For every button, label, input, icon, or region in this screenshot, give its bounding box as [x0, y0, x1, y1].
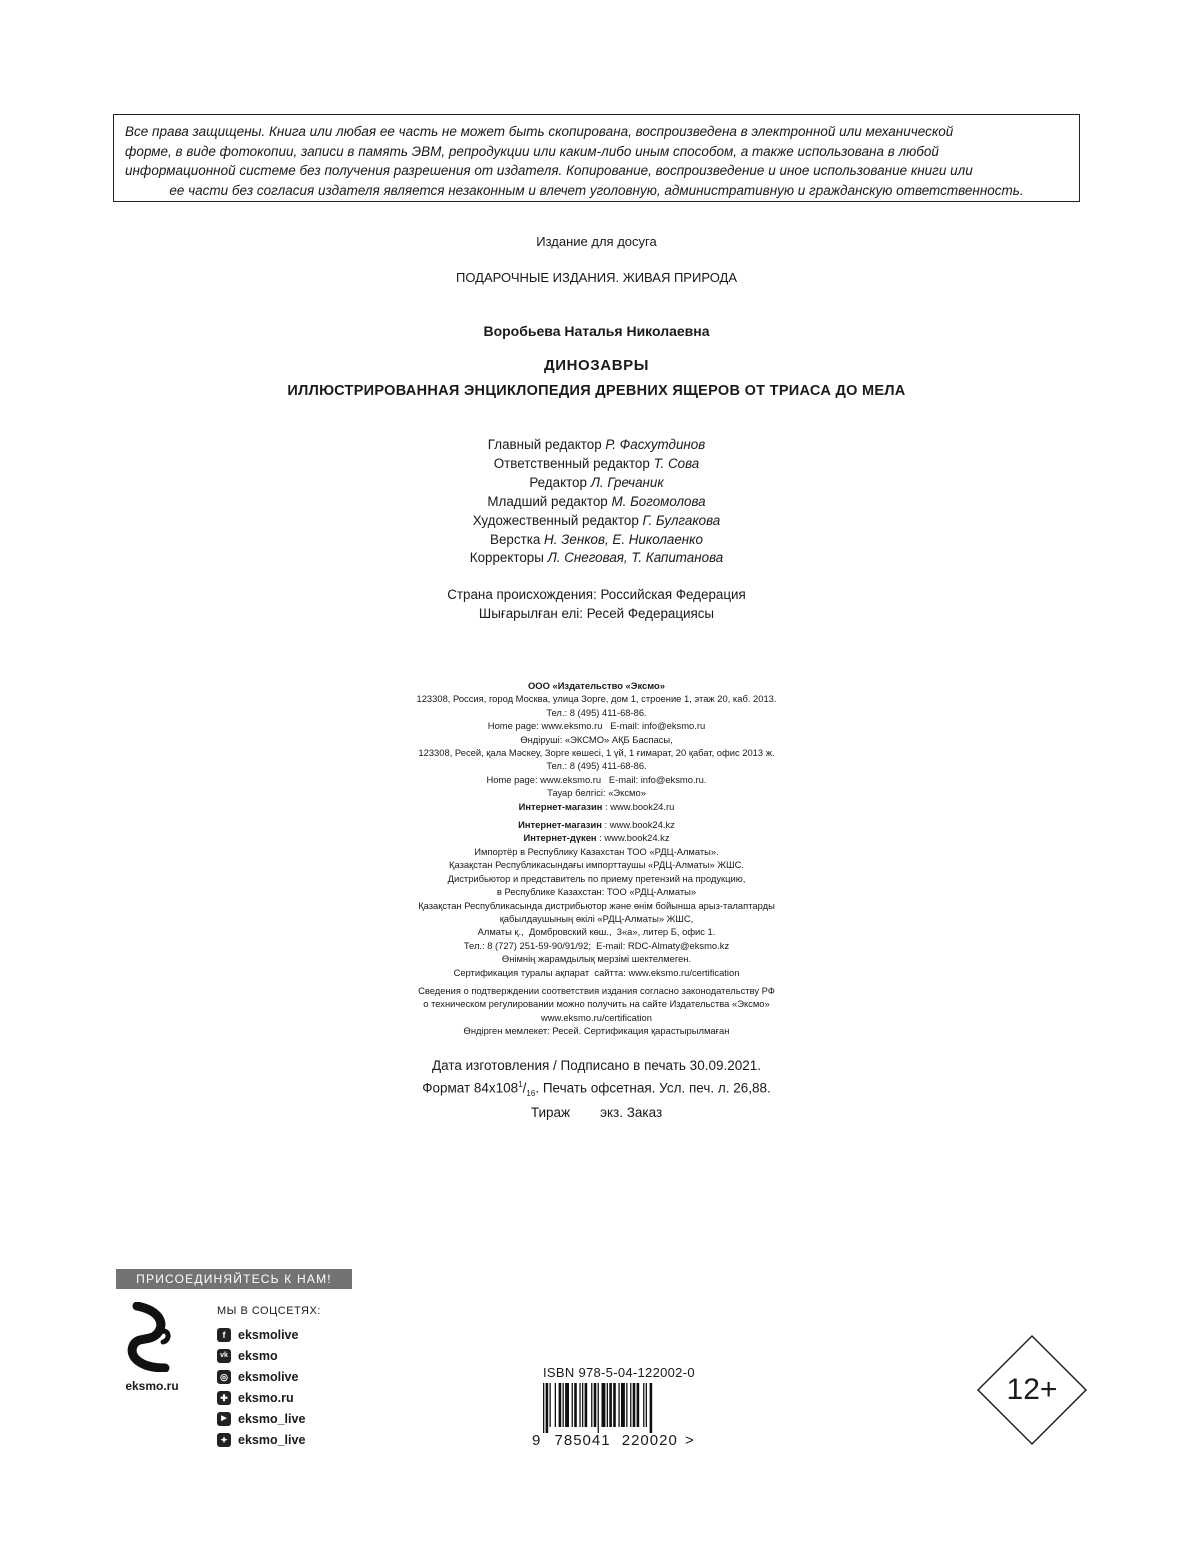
barcode-bar — [609, 1383, 612, 1427]
social-item-instagram[interactable] — [217, 1366, 298, 1387]
barcode-bar — [646, 1383, 647, 1427]
print-date: Дата изготовления / Подписано в печать 30.09.2021. — [432, 1058, 761, 1073]
credit-line — [0, 436, 1193, 455]
credit-line — [0, 455, 1193, 474]
instagram-icon: ◎ — [217, 1370, 231, 1384]
barcode-bar — [598, 1383, 599, 1433]
barcode-bar — [650, 1383, 653, 1433]
social-item-youtube[interactable] — [217, 1408, 305, 1429]
eksmo-logo-caption: eksmo.ru — [125, 1379, 179, 1393]
barcode-bar — [602, 1383, 606, 1427]
credit-name: М. Богомолова — [611, 493, 706, 509]
social-handle: eksmo_live — [238, 1432, 306, 1447]
social-handle: eksmo — [238, 1348, 278, 1363]
barcode-digit-group: 220020 — [621, 1432, 678, 1449]
credit-line — [0, 493, 1193, 512]
shop-url: : www.book24.ru — [602, 800, 675, 812]
website-icon: ✚ — [217, 1391, 231, 1405]
credit-name: Н. Зенков, Е. Николаенко — [544, 531, 703, 547]
credit-name: Р. Фасхутдинов — [605, 437, 706, 452]
credit-line — [0, 512, 1193, 531]
barcode-bar — [572, 1383, 573, 1427]
shop-url: : www.book24.kz — [601, 819, 675, 831]
copyright-line: форме, в виде фотокопии, записи в память ЭВМ, репродукции или каким-либо иным способом, а также использована в любой — [125, 143, 939, 159]
print-format: Формат $84х108^1/_{16}$. Печать офсетная. Усл. печ. л. 26,88. — [422, 1080, 771, 1099]
barcode-digit-first: 9 — [532, 1432, 542, 1449]
printing-info — [0, 1056, 1193, 1122]
social-item-facebook[interactable] — [217, 1324, 298, 1345]
credits — [0, 436, 1193, 568]
format-sup: 1 — [518, 1080, 523, 1089]
barcode-bar — [607, 1383, 608, 1427]
social-handle: eksmo_live — [238, 1411, 306, 1426]
pub-line: 123308, Россия, город Москва, улица Зорге, дом 1, строение 1, этаж 20, каб. 2013. — [416, 693, 777, 705]
pub-line: в Республике Казахстан: ТОО «РДЦ-Алматы» — [496, 886, 697, 898]
barcode-bar — [630, 1383, 631, 1427]
pub-line: Өндіруші: «ЭКСМО» АҚБ Баспасы, — [520, 733, 673, 745]
barcode-bar — [621, 1383, 625, 1427]
pub-line: Тауар белгісі: «Эксмо» — [547, 787, 646, 799]
pub-line: Импортёр в Республику Казахстан ТОО «РДЦ-Алматы». — [474, 845, 719, 857]
shop-line — [0, 818, 1193, 831]
isbn: ISBN 978-5-04-122002-0 — [543, 1365, 695, 1380]
barcode-bar — [565, 1383, 569, 1427]
origin-ru: Страна происхождения: Российская Федерация — [447, 587, 746, 602]
social-heading: МЫ В СОЦСЕТЯХ: — [217, 1305, 321, 1317]
series-title: ПОДАРОЧНЫЕ ИЗДАНИЯ. ЖИВАЯ ПРИРОДА — [455, 270, 738, 285]
social-handle: eksmo.ru — [238, 1390, 294, 1405]
shop-label: Интернет-дүкен — [523, 832, 597, 844]
format-text: . Печать офсетная. Усл. печ. л. 26,88. — [535, 1080, 771, 1096]
format-text: Формат 84х108 — [422, 1080, 519, 1096]
barcode-bar — [543, 1383, 544, 1433]
barcode-bar — [626, 1383, 627, 1427]
credit-role: Верстка — [490, 531, 541, 547]
barcode-arrow: > — [684, 1432, 695, 1449]
barcode-bar — [579, 1383, 580, 1427]
barcode-bar — [643, 1383, 644, 1427]
join-us-banner: ПРИСОЕДИНЯЙТЕСЬ К НАМ! — [116, 1269, 352, 1289]
pub-line: Тел.: 8 (727) 251-59-90/91/92; E-mail: RDC-Almaty@eksmo.kz — [463, 939, 730, 951]
run-label: Тираж — [530, 1105, 571, 1121]
credit-role: Главный редактор — [487, 437, 602, 452]
print-run — [0, 1103, 1193, 1122]
eksmo-logo-icon — [127, 1302, 175, 1372]
copyright-notice — [113, 114, 1080, 202]
social-handle: eksmolive — [238, 1327, 299, 1342]
author: Воробьева Наталья Николаевна — [483, 323, 710, 339]
eksmo-logo — [127, 1302, 175, 1377]
copyright-line: ее части без согласия издателя является незаконным и влечет уголовную, административную и гражданскую ответственность. — [169, 182, 1024, 198]
shop-url: : www.book24.kz — [596, 832, 670, 844]
barcode-bar — [618, 1383, 619, 1427]
credit-name: Л. Гречаник — [590, 474, 664, 490]
pub-line: Тел.: 8 (495) 411-68-86. — [546, 706, 647, 718]
vk-icon: vk — [217, 1349, 231, 1363]
edition-type: Издание для досуга — [536, 234, 657, 249]
barcode-bar — [633, 1383, 636, 1427]
format-sub: 16 — [526, 1089, 536, 1099]
credit-role: Корректоры — [469, 550, 544, 566]
youtube-icon: ▶ — [217, 1412, 231, 1426]
book-subtitle: ИЛЛЮСТРИРОВАННАЯ ЭНЦИКЛОПЕДИЯ ДРЕВНИХ ЯЩЕРОВ ОТ ТРИАСА ДО МЕЛА — [287, 383, 906, 399]
credit-name: Л. Снеговая, Т. Капитанова — [547, 550, 724, 566]
barcode-bar — [555, 1383, 556, 1427]
shop-label: Интернет-магазин — [518, 819, 602, 831]
shop-line — [0, 831, 1193, 844]
barcode-bar — [563, 1383, 564, 1427]
barcode-bar — [582, 1383, 583, 1427]
barcode-bar — [559, 1383, 562, 1427]
barcode-bar — [594, 1383, 597, 1427]
pub-line: қабылдаушының өкілі «РДЦ-Алматы» ЖШС, — [499, 912, 694, 924]
credit-line — [0, 531, 1193, 550]
publisher-info — [0, 679, 1193, 1038]
origin-kz: Шығарылған елі: Ресей Федерациясы — [478, 605, 715, 621]
copyright-line: Все права защищены. Книга или любая ее часть не может быть скопирована, воспроизведена в электронной или механической — [125, 124, 954, 139]
shop-line — [0, 800, 1193, 813]
barcode — [543, 1383, 693, 1433]
credit-role: Редактор — [529, 474, 587, 490]
barcode-bar — [637, 1383, 640, 1427]
shop-label: Интернет-магазин — [518, 800, 603, 812]
credit-line — [0, 474, 1193, 493]
pub-line: Тел.: 8 (495) 411-68-86. — [546, 760, 647, 772]
credit-name: Т. Сова — [653, 455, 700, 471]
barcode-bar — [613, 1383, 616, 1427]
pub-line: о техническом регулировании можно получить на сайте Издательства «Эксмо» — [423, 998, 770, 1010]
facebook-icon: f — [217, 1328, 231, 1342]
pub-line: Алматы қ., Домбровский көш., 3«а», литер Б, офис 1. — [477, 926, 716, 938]
pub-line: Сведения о подтверждении соответствия издания согласно законодательству РФ — [418, 984, 775, 996]
credit-role: Ответственный редактор — [493, 455, 650, 471]
pub-line: www.eksmo.ru/certification — [541, 1011, 652, 1023]
credit-role: Младший редактор — [487, 493, 608, 509]
pub-line: Home page: www.eksmo.ru E-mail: info@eksmo.ru — [487, 720, 706, 732]
pub-line: Өндірген мемлекет: Ресей. Сертификация қарастырылмаған — [463, 1025, 730, 1037]
book-title: ДИНОЗАВРЫ — [543, 357, 650, 374]
pub-line: Сертификация туралы ақпарат сайтта: www.eksmo.ru/certification — [453, 966, 740, 978]
barcode-bar — [546, 1383, 549, 1433]
twitter-icon: ✦ — [217, 1433, 231, 1447]
copyright-line: информационной системе без получения разрешения от издателя. Копирование, воспроизведение и иное использование книги или — [125, 163, 973, 178]
barcode-digit-group: 785041 — [554, 1432, 611, 1449]
origin — [0, 586, 1193, 624]
pub-line: 123308, Ресей, қала Мәскеу, Зорге көшесі, 1 үй, 1 ғимарат, 20 қабат, офис 2013 ж. — [418, 747, 775, 759]
social-item-vk[interactable] — [217, 1345, 278, 1366]
social-handle: eksmolive — [238, 1369, 299, 1384]
social-item-website[interactable] — [217, 1387, 294, 1408]
order-label: экз. Заказ — [600, 1105, 663, 1121]
pub-line: Қазақстан Республикасында дистрибьютор және өнім бойынша арыз-талаптарды — [418, 899, 775, 911]
social-item-twitter[interactable] — [217, 1429, 305, 1450]
credit-role: Художественный редактор — [472, 512, 639, 528]
credit-name: Г. Булгакова — [642, 512, 721, 528]
pub-line: Өнімнің жарамдылық мерзімі шектелмеген. — [501, 953, 692, 965]
barcode-bar — [591, 1383, 592, 1427]
pub-line: Home page: www.eksmo.ru E-mail: info@eksmo.ru. — [486, 773, 707, 785]
age-rating-badge — [976, 1334, 1088, 1446]
pub-line: Қазақстан Республикасындағы импорттаушы «РДЦ-Алматы» ЖШС. — [449, 859, 744, 871]
pub-line: Дистрибьютор и представитель по приему претензий на продукцию, — [447, 872, 746, 884]
publisher-name: ООО «Издательство «Эксмо» — [528, 680, 665, 691]
age-rating-label: 12+ — [1006, 1373, 1058, 1406]
barcode-bar — [574, 1383, 577, 1427]
barcode-digits — [532, 1432, 707, 1449]
barcode-bar — [585, 1383, 588, 1427]
barcode-bar — [550, 1383, 551, 1427]
credit-line — [0, 549, 1193, 568]
